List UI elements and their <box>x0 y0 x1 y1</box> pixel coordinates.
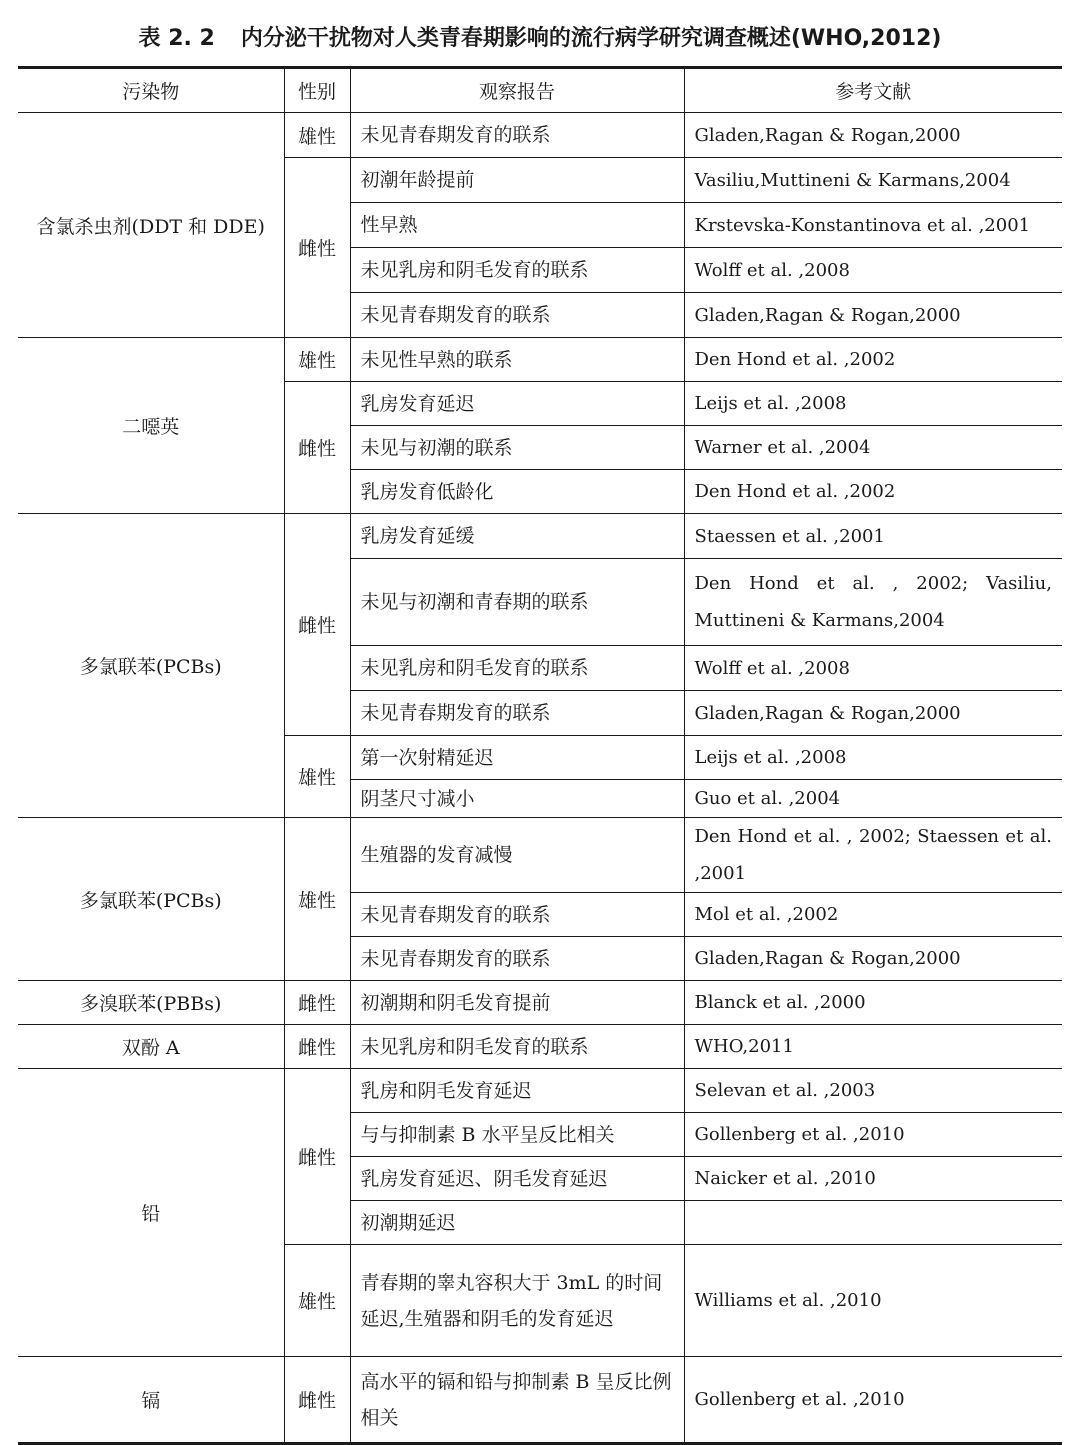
sex-cell: 雌性 <box>284 158 350 338</box>
observation-cell: 未见性早熟的联系 <box>350 338 684 382</box>
reference-cell: Den Hond et al. ,2002 <box>684 470 1062 514</box>
observation-cell: 高水平的镉和铅与抑制素 B 呈反比例相关 <box>350 1357 684 1444</box>
reference-cell: Gladen,Ragan & Rogan,2000 <box>684 691 1062 736</box>
reference-cell: Leijs et al. ,2008 <box>684 382 1062 426</box>
table-row <box>18 514 1062 559</box>
table-caption <box>0 20 1080 58</box>
sex-cell: 雌性 <box>284 1069 350 1245</box>
reference-cell: Warner et al. ,2004 <box>684 426 1062 470</box>
sex-cell: 雄性 <box>284 338 350 382</box>
sex-cell: 雌性 <box>284 1357 350 1444</box>
observation-cell: 与与抑制素 B 水平呈反比相关 <box>350 1113 684 1157</box>
reference-cell: Gladen,Ragan & Rogan,2000 <box>684 293 1062 338</box>
table-title: 内分泌干扰物对人类青春期影响的流行病学研究调查概述(WHO,2012) <box>240 26 942 51</box>
pollutant-cell: 铅 <box>18 1069 284 1357</box>
header-observation: 观察报告 <box>350 68 684 113</box>
observation-cell: 未见青春期发育的联系 <box>350 893 684 937</box>
reference-cell: Gollenberg et al. ,2010 <box>684 1357 1062 1444</box>
table-row <box>18 338 1062 382</box>
pollutant-cell: 镉 <box>18 1357 284 1444</box>
header-row <box>18 68 1062 113</box>
table-row <box>18 1025 1062 1069</box>
observation-cell: 乳房发育延迟、阴毛发育延迟 <box>350 1157 684 1201</box>
reference-cell: Gladen,Ragan & Rogan,2000 <box>684 937 1062 981</box>
observation-cell: 未见乳房和阴毛发育的联系 <box>350 248 684 293</box>
sex-cell: 雌性 <box>284 1025 350 1069</box>
table-row <box>18 1357 1062 1444</box>
reference-cell: Leijs et al. ,2008 <box>684 736 1062 780</box>
table-row <box>18 818 1062 893</box>
reference-cell: Wolff et al. ,2008 <box>684 646 1062 691</box>
sex-cell: 雄性 <box>284 113 350 158</box>
reference-cell: Krstevska-Konstantinova et al. ,2001 <box>684 203 1062 248</box>
table-row <box>18 113 1062 158</box>
table-row <box>18 1069 1062 1113</box>
observation-cell: 初潮期和阴毛发育提前 <box>350 981 684 1025</box>
observation-cell: 未见与初潮和青春期的联系 <box>350 559 684 646</box>
observation-cell: 未见青春期发育的联系 <box>350 691 684 736</box>
observation-cell: 乳房发育延迟 <box>350 382 684 426</box>
pollutant-cell: 多氯联苯(PCBs) <box>18 514 284 818</box>
pollutant-cell: 多溴联苯(PBBs) <box>18 981 284 1025</box>
reference-cell: WHO,2011 <box>684 1025 1062 1069</box>
reference-cell: Den Hond et al. ,2002 <box>684 338 1062 382</box>
pollutant-cell: 含氯杀虫剂(DDT 和 DDE) <box>18 113 284 338</box>
reference-cell: Den Hond et al. , 2002; Staessen et al. ,2001 <box>684 818 1062 893</box>
reference-cell: Blanck et al. ,2000 <box>684 981 1062 1025</box>
observation-cell: 青春期的睾丸容积大于 3mL 的时间延迟,生殖器和阴毛的发育延迟 <box>350 1245 684 1357</box>
sex-cell: 雄性 <box>284 818 350 981</box>
observation-cell: 乳房发育低龄化 <box>350 470 684 514</box>
observation-cell: 未见乳房和阴毛发育的联系 <box>350 1025 684 1069</box>
reference-cell: Guo et al. ,2004 <box>684 780 1062 818</box>
observation-cell: 乳房发育延缓 <box>350 514 684 559</box>
sex-cell: 雄性 <box>284 736 350 818</box>
observation-cell: 初潮年龄提前 <box>350 158 684 203</box>
header-reference: 参考文献 <box>684 68 1062 113</box>
reference-cell: Wolff et al. ,2008 <box>684 248 1062 293</box>
header-sex: 性别 <box>284 68 350 113</box>
observation-cell: 未见与初潮的联系 <box>350 426 684 470</box>
reference-cell: Gollenberg et al. ,2010 <box>684 1113 1062 1157</box>
sex-cell: 雌性 <box>284 382 350 514</box>
reference-cell: Mol et al. ,2002 <box>684 893 1062 937</box>
reference-cell: Vasiliu,Muttineni & Karmans,2004 <box>684 158 1062 203</box>
observation-cell: 生殖器的发育减慢 <box>350 818 684 893</box>
pollutant-cell: 二噁英 <box>18 338 284 514</box>
reference-cell: Williams et al. ,2010 <box>684 1245 1062 1357</box>
reference-cell: Gladen,Ragan & Rogan,2000 <box>684 113 1062 158</box>
observation-cell: 性早熟 <box>350 203 684 248</box>
reference-cell: Den Hond et al. , 2002; Vasiliu, Muttineni & Karmans,2004 <box>684 559 1062 646</box>
reference-cell: Naicker et al. ,2010 <box>684 1157 1062 1201</box>
observation-cell: 未见乳房和阴毛发育的联系 <box>350 646 684 691</box>
observation-cell: 未见青春期发育的联系 <box>350 937 684 981</box>
observation-cell: 乳房和阴毛发育延迟 <box>350 1069 684 1113</box>
pollutant-cell: 双酚 A <box>18 1025 284 1069</box>
observation-cell: 未见青春期发育的联系 <box>350 293 684 338</box>
table-number: 表 2. 2 <box>138 26 215 51</box>
observation-cell: 第一次射精延迟 <box>350 736 684 780</box>
pollutant-cell: 多氯联苯(PCBs) <box>18 818 284 981</box>
reference-cell: Selevan et al. ,2003 <box>684 1069 1062 1113</box>
observation-cell: 未见青春期发育的联系 <box>350 113 684 158</box>
header-pollutant: 污染物 <box>18 68 284 113</box>
sex-cell: 雄性 <box>284 1245 350 1357</box>
table-row <box>18 981 1062 1025</box>
reference-cell: Staessen et al. ,2001 <box>684 514 1062 559</box>
observation-cell: 阴茎尺寸减小 <box>350 780 684 818</box>
observation-cell: 初潮期延迟 <box>350 1201 684 1245</box>
data-table <box>18 66 1062 1445</box>
reference-cell <box>684 1201 1062 1245</box>
sex-cell: 雌性 <box>284 981 350 1025</box>
sex-cell: 雌性 <box>284 514 350 736</box>
